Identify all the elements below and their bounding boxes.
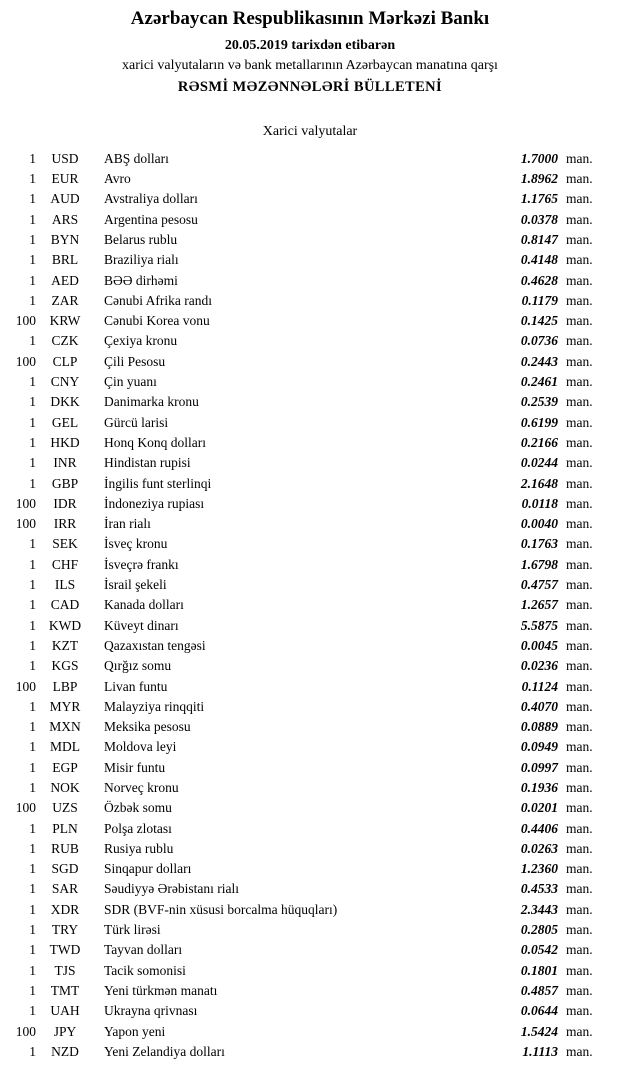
rate-quantity: 1 [29,780,36,795]
currency-name: Yapon yeni [104,1023,166,1039]
currency-name: Kanada dolları [104,597,184,613]
rate-value: 0.2805 [520,922,558,938]
currency-name: Meksika pesosu [104,719,191,735]
rate-unit: man. [566,800,593,816]
currency-code: MYR [49,698,81,714]
rate-unit: man. [566,780,593,795]
rate-row [0,961,620,981]
rate-row [0,798,620,818]
rate-row [0,758,620,778]
currency-name: Avstraliya dolları [104,191,198,207]
bank-title: Azərbaycan Respublikasının Mərkəzi Bankı [130,8,490,29]
currency-name: Tayvan dolları [104,942,183,958]
rate-row [0,616,620,636]
currency-name: Çexiya kronu [104,333,178,349]
rate-quantity: 1 [29,231,36,247]
rate-quantity: 100 [15,516,36,532]
rate-unit: man. [566,414,593,430]
rate-quantity: 1 [29,719,36,735]
rate-value: 0.0040 [520,516,558,532]
currency-name: Qırğız somu [104,658,172,674]
rate-unit: man. [566,719,593,735]
rate-value: 0.1124 [521,678,558,694]
currency-code: KGS [51,658,79,674]
currency-code: EGP [52,759,78,775]
rate-unit: man. [566,901,593,917]
rate-row [0,534,620,554]
currency-name: ABŞ dolları [104,150,169,166]
rate-row [0,169,620,189]
rate-value: 0.2166 [520,434,558,450]
rate-unit: man. [566,698,593,714]
rate-row [0,940,620,960]
currency-code: RUB [51,840,79,856]
rate-quantity: 100 [15,800,36,816]
currency-name: İndoneziya rupiası [104,495,205,511]
currency-name: Yeni türkmən manatı [104,982,218,998]
currency-name: Polşa zlotası [104,820,172,836]
rate-quantity: 1 [29,759,36,775]
rate-unit: man. [566,516,593,532]
rate-row [0,210,620,230]
rate-row [0,413,620,433]
currency-name: Livan funtu [104,678,168,694]
currency-name: Gürcü larisi [104,414,169,430]
rate-row [0,331,620,351]
currency-code: TWD [49,942,81,958]
rate-unit: man. [566,597,593,613]
rate-value: 1.2360 [520,861,558,877]
currency-name: Qazaxıstan tengəsi [104,637,206,653]
rate-row [0,575,620,595]
rate-value: 0.1179 [521,292,558,308]
rate-value: 0.8147 [520,231,558,247]
currency-name: Rusiya rublu [104,840,174,856]
currency-code: TRY [51,922,79,938]
currency-code: PLN [52,820,78,836]
rate-row [0,859,620,879]
rate-value: 1.7000 [520,150,558,166]
currency-code: SGD [51,861,79,877]
currency-name: Malayziya rinqqiti [104,698,205,714]
currency-code: HKD [50,434,80,450]
rate-unit: man. [566,374,593,390]
rate-row [0,677,620,697]
rate-quantity: 1 [29,556,36,572]
rate-row [0,839,620,859]
rate-row [0,514,620,534]
currency-code: SEK [52,536,78,552]
rate-value: 0.1763 [520,536,558,552]
currency-code: SAR [51,881,79,897]
rate-value: 0.2539 [520,394,558,410]
rate-value: 0.1936 [520,780,558,795]
rate-unit: man. [566,333,593,349]
rate-unit: man. [566,313,593,329]
rate-value: 0.4070 [520,698,558,714]
currency-name: Argentina pesosu [104,211,198,227]
document-subtitle: xarici valyutaların və bank metallarının Azərbaycan manatına qarşı [122,57,498,73]
currency-code: TMT [50,982,80,998]
rate-value: 1.1113 [522,1043,558,1059]
currency-code: AED [51,272,79,288]
rate-row [0,189,620,209]
currency-code: USD [51,150,79,166]
section-title-foreign-currencies: Xarici valyutalar [262,123,358,139]
currency-code: CHF [51,556,79,572]
rate-unit: man. [566,171,593,187]
rate-quantity: 1 [29,637,36,653]
currency-name: İsveç kronu [104,536,168,552]
rate-value: 0.4406 [520,820,558,836]
rate-quantity: 1 [29,881,36,897]
currency-code: MDL [50,739,80,755]
rate-quantity: 1 [29,455,36,471]
rate-unit: man. [566,942,593,958]
rate-value: 1.8962 [520,171,558,187]
currency-code: IDR [53,495,77,511]
rate-quantity: 1 [29,942,36,958]
rate-quantity: 1 [29,536,36,552]
document-header [0,0,620,96]
rate-unit: man. [566,272,593,288]
rate-unit: man. [566,739,593,755]
rate-unit: man. [566,556,593,572]
rate-row [0,453,620,473]
currency-name: İngilis funt sterlinqi [104,475,212,491]
rate-unit: man. [566,861,593,877]
rate-quantity: 100 [15,313,36,329]
bulletin-title: RƏSMİ MƏZƏNNƏLƏRİ BÜLLETENİ [177,78,443,95]
rate-value: 0.0997 [520,759,558,775]
rate-quantity: 1 [29,333,36,349]
rate-quantity: 1 [29,272,36,288]
rate-row [0,1001,620,1021]
currency-name: Çin yuanı [104,374,157,390]
currency-name: Avro [104,171,131,187]
effective-date: 20.05.2019 tarixdən etibarən [224,37,396,53]
rate-row [0,778,620,798]
rate-row [0,474,620,494]
rate-value: 0.0949 [520,739,558,755]
rate-value: 2.3443 [520,901,558,917]
rate-unit: man. [566,394,593,410]
rate-quantity: 1 [29,374,36,390]
rate-row [0,494,620,514]
rate-row [0,352,620,372]
currency-code: ZAR [51,292,79,308]
currency-code: CAD [50,597,80,613]
currency-name: Tacik somonisi [104,962,186,978]
rate-unit: man. [566,617,593,633]
currency-name: BƏƏ dirhəmi [104,272,178,288]
rate-value: 0.6199 [520,414,558,430]
rate-row [0,981,620,1001]
rate-row [0,920,620,940]
rate-unit: man. [566,637,593,653]
currency-name: Moldova leyi [104,739,177,755]
currency-name: Braziliya rialı [104,252,179,268]
rate-unit: man. [566,982,593,998]
rate-quantity: 1 [29,1043,36,1059]
rate-unit: man. [566,759,593,775]
rate-unit: man. [566,922,593,938]
rate-unit: man. [566,434,593,450]
currency-name: Türk lirəsi [104,922,161,938]
rate-value: 0.0045 [520,637,558,653]
rate-quantity: 1 [29,840,36,856]
currency-code: GEL [51,414,79,430]
currency-name: Yeni Zelandiya dolları [104,1043,225,1059]
rate-row [0,372,620,392]
rate-unit: man. [566,840,593,856]
rate-quantity: 1 [29,1003,36,1019]
rate-unit: man. [566,658,593,674]
currency-code: KRW [49,313,81,329]
currency-name: SDR (BVF-nin xüsusi borcalma hüquqları) [104,901,338,917]
rate-value: 2.1648 [520,475,558,491]
currency-code: TJS [54,962,76,978]
rate-row [0,656,620,676]
rate-value: 0.0736 [520,333,558,349]
currency-code: XDR [50,901,80,917]
currency-code: BYN [50,231,80,247]
rate-unit: man. [566,1003,593,1019]
rate-value: 1.1765 [520,191,558,207]
rate-row [0,1042,620,1062]
currency-code: KWD [48,617,82,633]
rate-row [0,230,620,250]
rate-row [0,900,620,920]
rate-unit: man. [566,577,593,593]
rate-value: 0.0263 [520,840,558,856]
rate-unit: man. [566,292,593,308]
currency-code: EUR [51,171,79,187]
rate-value: 1.6798 [520,556,558,572]
rate-row [0,250,620,270]
currency-name: Danimarka kronu [104,394,199,410]
rate-quantity: 1 [29,820,36,836]
currency-name: İran rialı [104,516,151,532]
rate-value: 1.2657 [520,597,558,613]
rate-unit: man. [566,536,593,552]
currency-code: BRL [51,252,79,268]
rate-row [0,311,620,331]
rate-value: 0.4757 [520,577,558,593]
currency-name: Honq Konq dolları [104,434,206,450]
currency-code: IRR [53,516,77,532]
rate-unit: man. [566,962,593,978]
currency-name: Misir funtu [104,759,166,775]
currency-code: ILS [54,577,76,593]
currency-code: UZS [52,800,78,816]
rate-row [0,291,620,311]
currency-code: AUD [50,191,80,207]
rate-row [0,737,620,757]
currency-name: İsrail şekeli [104,577,167,593]
currency-name: Sinqapur dolları [104,861,192,877]
currency-code: NOK [50,780,80,795]
rate-quantity: 1 [29,698,36,714]
currency-name: Özbək somu [104,800,172,816]
rate-unit: man. [566,211,593,227]
currency-code: NZD [51,1043,79,1059]
rate-unit: man. [566,231,593,247]
rate-row [0,636,620,656]
rate-unit: man. [566,150,593,166]
rate-value: 0.4857 [520,982,558,998]
rate-row [0,697,620,717]
rate-value: 0.0201 [520,800,558,816]
rate-quantity: 1 [29,901,36,917]
currency-name: Norveç kronu [104,780,179,795]
currency-code: JPY [53,1023,77,1039]
currency-code: INR [53,455,77,471]
rate-quantity: 1 [29,434,36,450]
rate-value: 0.0236 [520,658,558,674]
rate-quantity: 100 [15,1023,36,1039]
currency-name: Cənubi Afrika randı [104,292,212,308]
rate-quantity: 1 [29,211,36,227]
rate-quantity: 1 [29,922,36,938]
rate-quantity: 1 [29,292,36,308]
rate-unit: man. [566,820,593,836]
rate-value: 0.2461 [520,374,558,390]
rate-quantity: 1 [29,191,36,207]
rate-row [0,1022,620,1042]
currency-code: MXN [49,719,81,735]
rate-unit: man. [566,881,593,897]
rate-quantity: 1 [29,982,36,998]
rate-quantity: 1 [29,171,36,187]
currency-code: DKK [50,394,80,410]
rate-row [0,595,620,615]
rate-row [0,392,620,412]
currency-code: GBP [51,475,79,491]
rate-quantity: 100 [15,353,36,369]
rate-row [0,879,620,899]
rate-row [0,271,620,291]
rate-quantity: 1 [29,597,36,613]
rate-value: 0.0118 [521,495,558,511]
rate-quantity: 1 [29,475,36,491]
rate-unit: man. [566,1043,593,1059]
currency-name: Cənubi Korea vonu [104,313,210,329]
rate-unit: man. [566,252,593,268]
rate-value: 1.5424 [520,1023,558,1039]
rate-value: 0.0378 [520,211,558,227]
rate-quantity: 1 [29,617,36,633]
rate-quantity: 1 [29,962,36,978]
currency-code: ARS [51,211,79,227]
currency-name: İsveçrə frankı [104,556,179,572]
rate-quantity: 1 [29,861,36,877]
rate-quantity: 1 [29,739,36,755]
rate-quantity: 1 [29,394,36,410]
rate-value: 0.4533 [520,881,558,897]
rate-row [0,819,620,839]
rate-row [0,433,620,453]
currency-name: Ukrayna qrivnası [104,1003,198,1019]
rate-quantity: 1 [29,658,36,674]
rate-value: 0.0889 [520,719,558,735]
rate-row [0,149,620,169]
rate-value: 0.2443 [520,353,558,369]
rate-unit: man. [566,191,593,207]
currency-code: CNY [50,374,80,390]
rate-value: 5.5875 [520,617,558,633]
rate-quantity: 100 [15,678,36,694]
currency-name: Küveyt dinarı [104,617,179,633]
rate-unit: man. [566,678,593,694]
rate-value: 0.4628 [520,272,558,288]
currency-name: Səudiyyə Ərəbistanı rialı [104,881,239,897]
rate-quantity: 1 [29,252,36,268]
currency-name: Belarus rublu [104,231,178,247]
currency-code: CZK [51,333,79,349]
currency-code: LBP [52,678,78,694]
currency-code: KZT [51,637,79,653]
rate-row [0,555,620,575]
rates-table [0,149,620,1062]
rate-value: 0.0542 [520,942,558,958]
rate-value: 0.0644 [520,1003,558,1019]
rate-unit: man. [566,495,593,511]
currency-name: Hindistan rupisi [104,455,191,471]
rate-unit: man. [566,455,593,471]
currency-name: Çili Pesosu [104,353,166,369]
rate-quantity: 1 [29,414,36,430]
rate-unit: man. [566,353,593,369]
rate-quantity: 1 [29,150,36,166]
rate-value: 0.1425 [520,313,558,329]
rate-row [0,717,620,737]
rate-unit: man. [566,1023,593,1039]
currency-code: CLP [52,353,78,369]
currency-code: UAH [50,1003,80,1019]
rate-quantity: 1 [29,577,36,593]
rate-unit: man. [566,475,593,491]
rate-value: 0.1801 [520,962,558,978]
rate-value: 0.4148 [520,252,558,268]
rate-quantity: 100 [15,495,36,511]
rate-value: 0.0244 [520,455,558,471]
